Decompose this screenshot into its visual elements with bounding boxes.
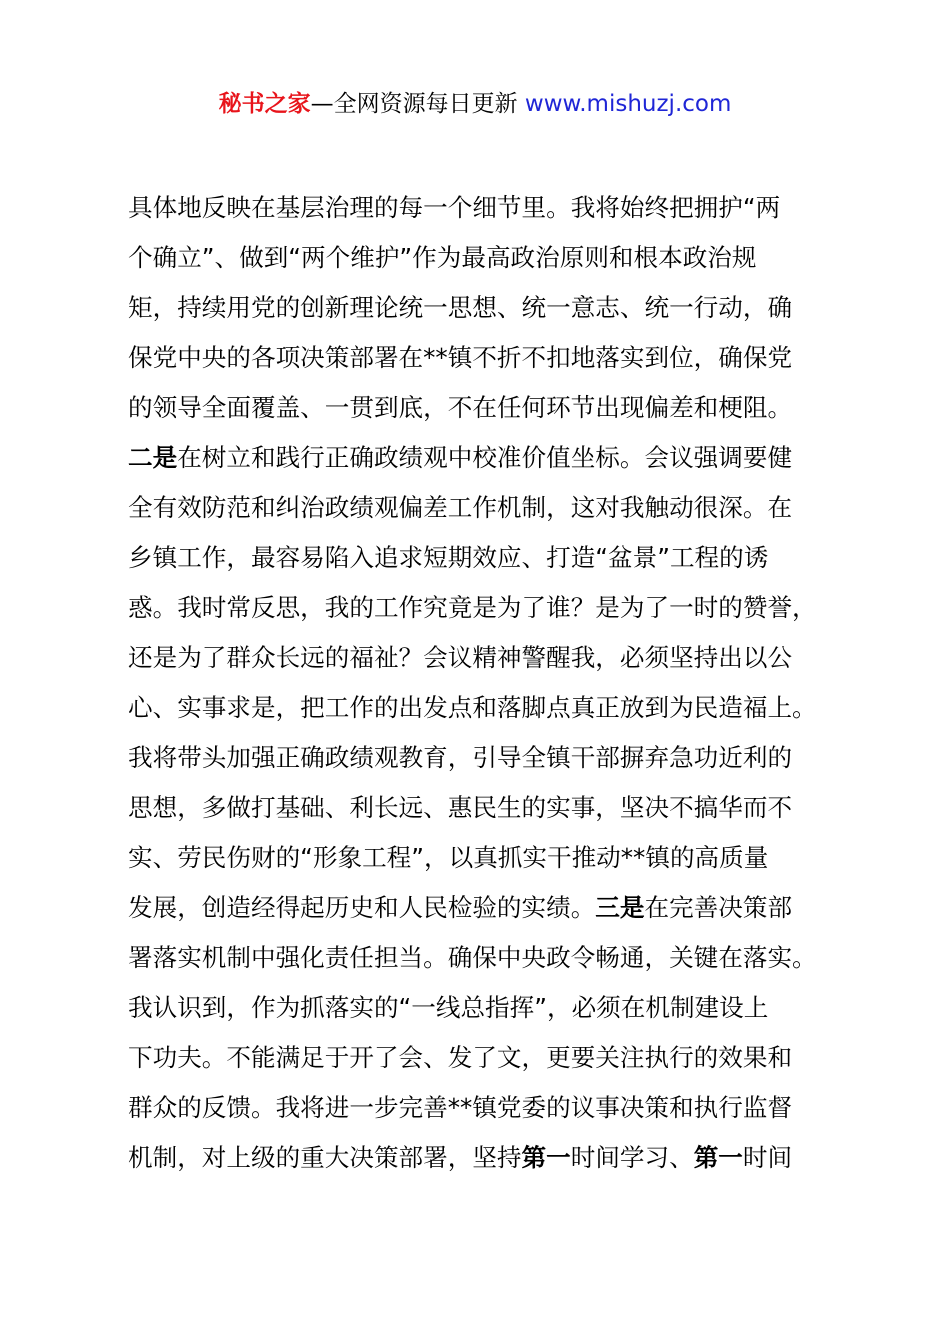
text-line [128,933,840,983]
text-segment: 保党中央的各项决策部署在**镇不折不扣地落实到位，确保党 [128,343,793,372]
text-segment: 时间学习、 [570,1143,694,1172]
text-segment: 群众的反馈。我将进一步完善**镇党委的议事决策和执行监督 [128,1093,793,1122]
bold-text-segment: 三是 [595,893,645,922]
text-line [128,783,840,833]
text-segment: 个确立”、做到“两个维护”作为最高政治原则和根本政治规 [128,243,757,272]
text-line [128,983,840,1033]
bold-text-segment: 第一 [521,1143,571,1172]
text-segment: 惑。我时常反思，我的工作究竟是为了谁？是为了一时的赞誉， [128,593,817,622]
text-segment: 时间 [742,1143,793,1172]
text-line [128,283,840,333]
text-line [128,483,840,533]
page-header [0,86,950,122]
text-segment: 在完善决策部 [644,893,793,922]
text-segment: 在树立和践行正确政绩观中校准价值坐标。会议强调要健 [177,443,793,472]
text-segment: 乡镇工作，最容易陷入追求短期效应、打造“盆景”工程的诱 [128,543,769,572]
text-line [128,1083,840,1133]
text-segment: 下功夫。不能满足于开了会、发了文，更要关注执行的效果和 [128,1043,793,1072]
text-segment: 我认识到，作为抓落实的“一线总指挥”，必须在机制建设上 [128,993,769,1022]
text-segment: 的领导全面覆盖、一贯到底，不在任何环节出现偏差和梗阻。 [128,393,793,422]
text-line [128,833,840,883]
text-line [128,333,840,383]
text-segment: 机制，对上级的重大决策部署，坚持 [128,1143,522,1172]
text-segment: 具体地反映在基层治理的每一个细节里。我将始终把拥护“两 [128,193,781,222]
brand-name: 秘书之家 [218,91,311,117]
text-segment: 矩，持续用党的创新理论统一思想、统一意志、统一行动，确 [128,293,793,322]
text-line [128,1133,840,1183]
text-line [128,633,840,683]
text-line [128,233,840,283]
text-segment: 思想，多做打基础、利长远、惠民生的实事，坚决不搞华而不 [128,793,793,822]
text-line [128,583,840,633]
text-segment: 实、劳民伤财的“形象工程”，以真抓实干推动**镇的高质量 [128,843,769,872]
text-segment: 署落实机制中强化责任担当。确保中央政令畅通，关键在落实。 [128,943,817,972]
bold-text-segment: 二是 [128,443,178,472]
text-line [128,533,840,583]
text-segment: 我将带头加强正确政绩观教育，引导全镇干部摒弃急功近利的 [128,743,793,772]
document-body [128,183,840,1183]
text-line [128,883,840,933]
bold-text-segment: 第一 [693,1143,743,1172]
text-segment: 还是为了群众长远的福祉？会议精神警醒我，必须坚持出以公 [128,643,793,672]
text-segment: 全有效防范和纠治政绩观偏差工作机制，这对我触动很深。在 [128,493,793,522]
text-line [128,683,840,733]
text-line [128,433,840,483]
text-segment: 发展，创造经得起历史和人民检验的实绩。 [128,893,596,922]
header-url-link[interactable]: www.mishuzj.com [524,91,732,117]
text-line [128,183,840,233]
header-tagline: —全网资源每日更新 [310,91,518,117]
text-line [128,383,840,433]
text-line [128,733,840,783]
text-segment: 心、实事求是，把工作的出发点和落脚点真正放到为民造福上。 [128,693,817,722]
text-line [128,1033,840,1083]
